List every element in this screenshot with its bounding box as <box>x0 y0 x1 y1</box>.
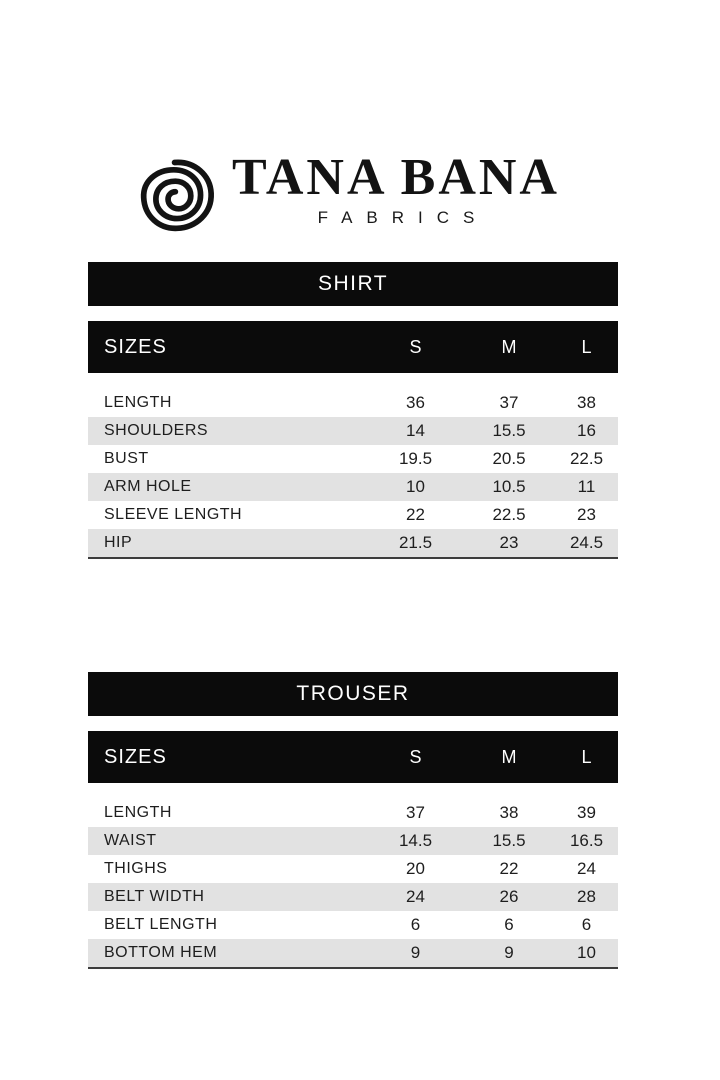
column-header-l: L <box>581 336 592 357</box>
shirt-sizes-header <box>88 321 618 373</box>
row-label: BUST <box>104 450 149 467</box>
sizes-label: SIZES <box>104 335 167 358</box>
trouser-title: TROUSER <box>296 682 410 705</box>
trouser-size-table <box>88 672 618 969</box>
value-l: 10 <box>577 943 596 962</box>
value-s: 36 <box>406 393 425 412</box>
brand-subtitle: FABRICS <box>317 208 489 227</box>
value-s: 9 <box>410 943 421 962</box>
row-label: SLEEVE LENGTH <box>104 506 243 523</box>
brand-text <box>232 150 560 228</box>
row-label: SHOULDERS <box>104 422 209 439</box>
table-row-shoulders <box>88 417 618 445</box>
value-s: 19.5 <box>398 449 433 468</box>
table-row-belt-length <box>88 911 618 939</box>
value-l: 28 <box>577 887 596 906</box>
column-header-s: S <box>409 336 422 357</box>
column-header-l: L <box>581 746 592 767</box>
column-header-m: M <box>501 336 517 357</box>
table-row-belt-width <box>88 883 618 911</box>
value-m: 26 <box>499 887 519 906</box>
value-m: 6 <box>504 915 514 934</box>
row-label: BELT LENGTH <box>104 916 218 933</box>
value-s: 24 <box>406 887 425 906</box>
value-m: 10.5 <box>492 477 526 496</box>
row-label: THIGHS <box>104 860 168 877</box>
value-s: 21.5 <box>398 533 433 552</box>
shirt-rows <box>88 389 618 559</box>
sizes-label: SIZES <box>104 745 167 768</box>
table-row-length <box>88 389 618 417</box>
value-s: 14.5 <box>398 831 433 850</box>
value-s: 10 <box>406 477 425 496</box>
value-m: 9 <box>504 943 514 962</box>
value-s: 20 <box>406 859 425 878</box>
value-l: 24.5 <box>569 533 604 552</box>
table-row-bottom-hem <box>88 939 618 967</box>
value-m: 22.5 <box>492 505 526 524</box>
value-s: 22 <box>406 505 425 524</box>
value-m: 38 <box>499 803 519 822</box>
trouser-sizes-header <box>88 731 618 783</box>
value-l: 22.5 <box>569 449 604 468</box>
shirt-title-bar <box>88 262 618 306</box>
trouser-title-bar <box>88 672 618 716</box>
value-m: 22 <box>499 859 519 878</box>
row-label: BELT WIDTH <box>104 888 205 905</box>
value-s: 37 <box>406 803 425 822</box>
value-s: 14 <box>406 421 425 440</box>
value-m: 15.5 <box>492 421 526 440</box>
value-l: 39 <box>577 803 596 822</box>
column-header-s: S <box>409 746 422 767</box>
row-label: WAIST <box>104 832 157 849</box>
value-l: 16 <box>577 421 596 440</box>
value-l: 38 <box>577 393 596 412</box>
table-row-arm-hole <box>88 473 618 501</box>
value-l: 16.5 <box>569 831 604 850</box>
brand-name: TANA BANA <box>232 149 560 206</box>
value-l: 6 <box>581 915 592 934</box>
table-row-length <box>88 799 618 827</box>
row-label: BOTTOM HEM <box>104 944 218 961</box>
row-label: HIP <box>104 534 133 551</box>
table-row-waist <box>88 827 618 855</box>
table-row-bust <box>88 445 618 473</box>
brand-logo <box>0 150 708 234</box>
value-m: 20.5 <box>492 449 526 468</box>
value-l: 23 <box>577 505 596 524</box>
row-label: LENGTH <box>104 804 172 821</box>
column-header-m: M <box>501 746 517 767</box>
row-label: ARM HOLE <box>104 478 192 495</box>
row-label: LENGTH <box>104 394 172 411</box>
trouser-rows <box>88 799 618 969</box>
shirt-title: SHIRT <box>317 272 389 295</box>
table-row-hip <box>88 529 618 557</box>
value-l: 24 <box>577 859 596 878</box>
spiral-icon <box>136 156 218 234</box>
shirt-size-table <box>88 262 618 559</box>
table-row-sleeve-length <box>88 501 618 529</box>
value-m: 23 <box>499 533 519 552</box>
value-s: 6 <box>410 915 421 934</box>
value-l: 11 <box>577 477 596 496</box>
value-m: 37 <box>499 393 519 412</box>
table-row-thighs <box>88 855 618 883</box>
value-m: 15.5 <box>492 831 526 850</box>
